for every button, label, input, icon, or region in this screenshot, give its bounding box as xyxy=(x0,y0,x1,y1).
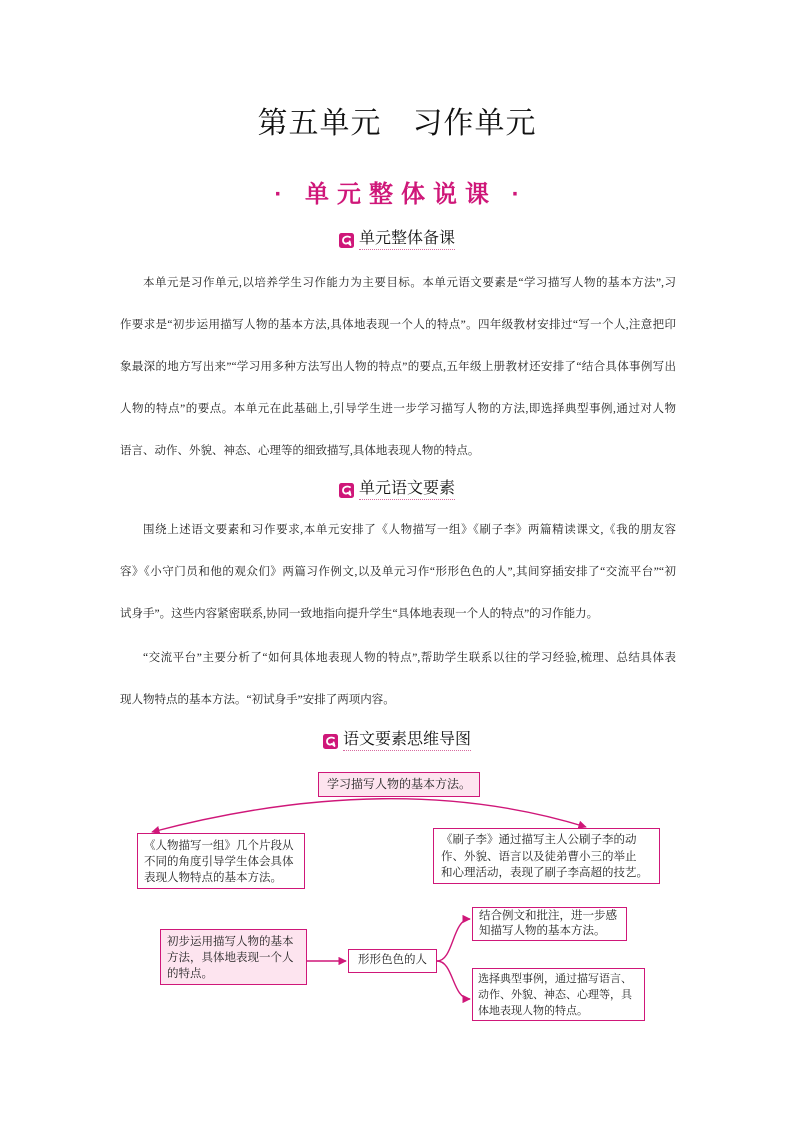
mindmap-node-text: 知描写人物的基本方法。 xyxy=(479,925,606,937)
paragraph-line: 象最深的地方写出来”“学习用多种方法写出人物的特点”的要点,五年级上册教材还安排了“结合具体事例写出 xyxy=(120,361,676,373)
mindmap-node-text: 《人物描写一组》几个片段从 xyxy=(144,840,294,852)
mindmap-node-text: 的特点。 xyxy=(167,968,213,980)
mindmap-node-text: 学习描写人物的基本方法。 xyxy=(326,777,471,791)
mindmap-connector-arrow xyxy=(152,799,586,832)
paragraph-line: 作要求是“初步运用描写人物的基本方法,具体地表现一个人的特点”。四年级教材安排过“写一个人,注意把印 xyxy=(120,319,676,331)
mindmap-node-text: 表现人物特点的基本方法。 xyxy=(144,872,282,884)
mindmap-node-text: 结合例文和批注，进一步感 xyxy=(479,910,617,922)
mindmap-node-lesson-1 xyxy=(137,833,305,889)
paragraph-line: 围绕上述语文要素和习作要求,本单元安排了《人物描写一组》《刷子李》两篇精读课文,《我的朋友容 xyxy=(143,524,676,536)
mindmap-node-text: 动作、外貌、神态、心理等，具 xyxy=(478,989,632,1001)
mindmap-node-text: 作、外貌、语言以及徒弟曹小三的举止 xyxy=(441,850,637,863)
mindmap-node-support-1 xyxy=(472,907,627,941)
section-heading-label: 单元整体备课 xyxy=(359,230,455,250)
paragraph-line: “交流平台”主要分析了“如何具体地表现人物的特点”,帮助学生联系以往的学习经验,梳理、总结具体表 xyxy=(143,652,676,664)
mindmap-node-text: 方法，具体地表现一个人 xyxy=(167,952,294,964)
mindmap-node-text: 选择典型事例，通过描写语言、 xyxy=(478,973,632,985)
section-heading-label: 语文要素思维导图 xyxy=(343,731,471,751)
paragraph-line: 人物的特点”的要点。本单元在此基础上,引导学生进一步学习描写人物的方法,即选择典型事例,通过对人物 xyxy=(120,403,676,415)
paragraph-line: 现人物特点的基本方法。“初试身手”安排了两项内容。 xyxy=(120,694,395,706)
paragraph-line: 容》《小守门员和他的观众们》两篇习作例文,以及单元习作“形形色色的人”,其间穿插安排了“交流平台”“初 xyxy=(120,566,676,578)
paragraph-line: 本单元是习作单元,以培养学生习作能力为主要目标。本单元语文要素是“学习描写人物的基本方法”,习 xyxy=(143,277,676,289)
mindmap-node-text: 形形色色的人 xyxy=(358,954,427,966)
mindmap-node-writing-goal xyxy=(160,929,307,985)
mindmap-node-text: 《刷子李》通过描写主人公刷子李的动 xyxy=(441,834,637,846)
section-heading-label: 单元语文要素 xyxy=(359,480,455,500)
mindmap-node-text: 体地表现人物的特点。 xyxy=(478,1005,588,1017)
mindmap-connector-arrow xyxy=(437,961,470,999)
mindmap-node-support-2 xyxy=(472,968,645,1021)
mindmap-node-text: 不同的角度引导学生体会具体 xyxy=(144,856,294,868)
mindmap-node-text: 初步运用描写人物的基本 xyxy=(167,936,294,948)
mindmap-node-language-element xyxy=(318,772,480,797)
paragraph-line: 语言、动作、外貌、神态、心理等的细致描写,具体地表现人物的特点。 xyxy=(120,445,480,457)
paragraph-line: 试身手”。这些内容紧密联系,协同一致地指向提升学生“具体地表现一个人的特点”的习作能力。 xyxy=(120,608,599,620)
mindmap-node-writing-task xyxy=(348,949,437,973)
page-title: 第五单元 习作单元 xyxy=(257,107,537,140)
mindmap-node-lesson-2 xyxy=(433,828,660,884)
mindmap-node-text: 和心理活动，表现了刷子李高超的技艺。 xyxy=(441,867,648,879)
mindmap-connector-arrow xyxy=(437,919,470,961)
page-subtitle: · 单元整体说课 · xyxy=(274,181,528,208)
